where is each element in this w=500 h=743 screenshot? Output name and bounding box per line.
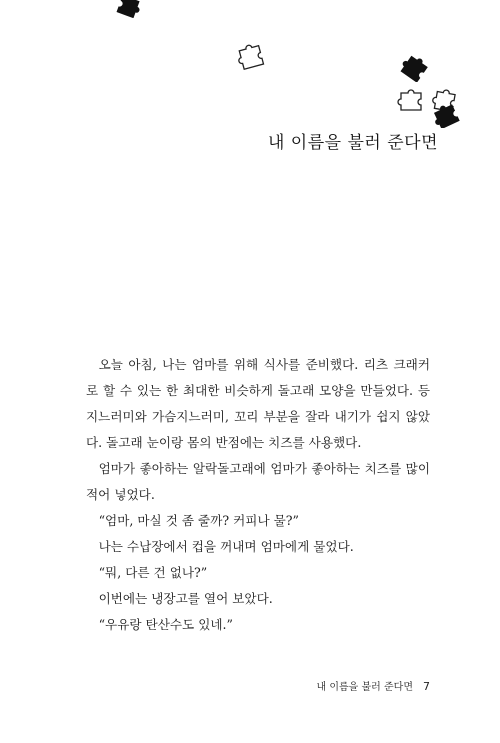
body-text xyxy=(86,352,430,638)
page-footer xyxy=(317,678,430,693)
paragraph: “우유랑 탄산수도 있네.” xyxy=(98,617,233,632)
puzzle-piece-icon xyxy=(432,102,460,128)
puzzle-piece-icon xyxy=(397,88,425,112)
puzzle-piece-icon xyxy=(236,42,266,70)
paragraph: 나는 수납장에서 컵을 꺼내며 엄마에게 물었다. xyxy=(98,539,354,554)
paragraph: 이번에는 냉장고를 열어 보았다. xyxy=(98,591,273,606)
paragraph: “뭐, 다른 건 없나?” xyxy=(98,565,208,580)
paragraph: “엄마, 마실 것 좀 줄까? 커피나 물?” xyxy=(98,513,299,528)
running-title: 내 이름을 불러 준다면 xyxy=(316,682,413,693)
puzzle-piece-icon xyxy=(400,54,430,82)
paragraph: 엄마가 좋아하는 알락돌고래에 엄마가 좋아하는 치즈를 많이 적어 넣었다. xyxy=(86,461,430,502)
puzzle-piece-icon xyxy=(116,0,142,18)
paragraph: 오늘 아침, 나는 엄마를 위해 식사를 준비했다. 리츠 크래커로 할 수 있는 한 최대한 비슷하게 돌고래 모양을 만들었다. 등지느러미와 가슴지느러미, 꼬리 부분을 잘라 내기가 쉽지 않았다. 돌고래 눈이랑 몸의 반점에는 치즈를 사용했다. xyxy=(86,357,430,450)
chapter-title: 내 이름을 불러 준다면 xyxy=(267,133,438,153)
page-number: 7 xyxy=(423,680,430,693)
